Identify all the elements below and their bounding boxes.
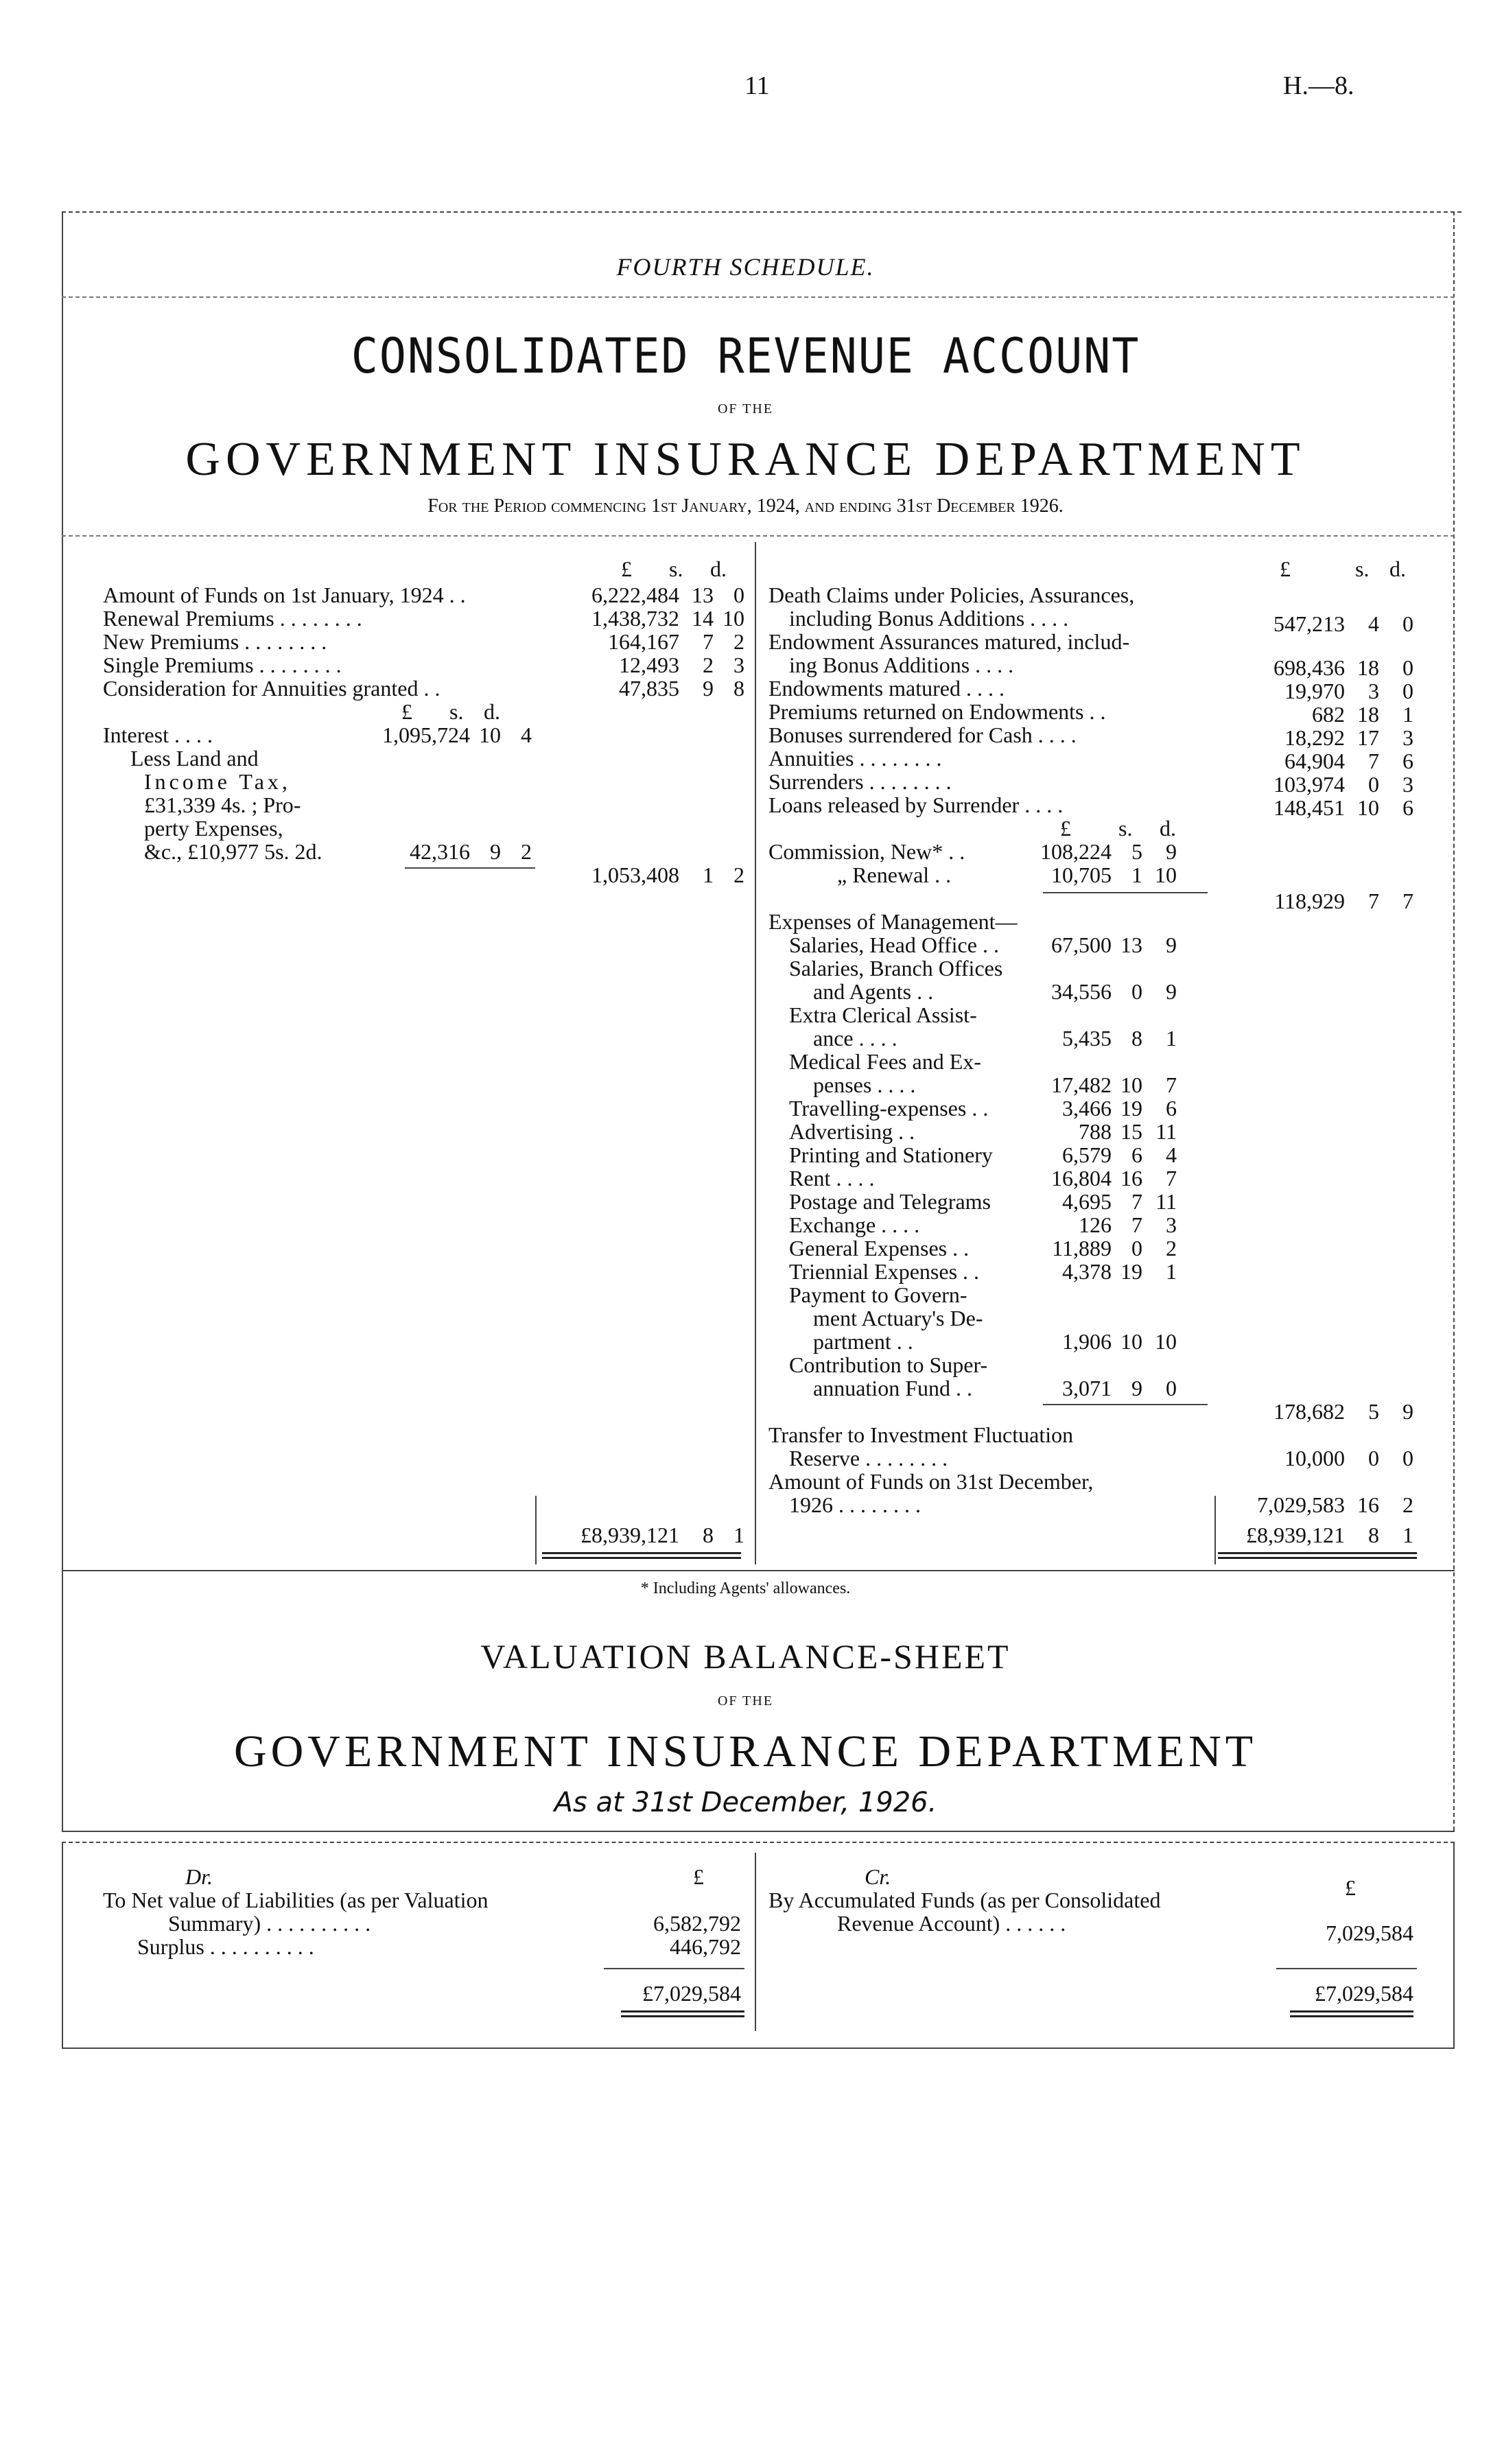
management-item-pounds: 3,071 — [1062, 1376, 1112, 1400]
balance-department: GOVERNMENT INSURANCE DEPARTMENT — [233, 1726, 1258, 1776]
left-row-label: Single Premiums . . . . . . . . — [103, 653, 342, 677]
management-item-label: Exchange . . . . — [789, 1212, 920, 1237]
management-item-pence: 11 — [1155, 1189, 1177, 1214]
left-row-pence: 2 — [733, 629, 744, 654]
management-item-shillings: 9 — [1131, 1376, 1142, 1400]
management-item-shillings: 19 — [1120, 1096, 1142, 1120]
management-item-shillings: 7 — [1131, 1212, 1142, 1237]
left-row-pounds: 6,222,484 — [591, 583, 679, 607]
left-row-shillings: 9 — [703, 676, 714, 701]
right-row-label: Annuities . . . . . . . . — [768, 746, 942, 771]
management-item-label: Advertising . . — [789, 1119, 915, 1144]
right-row-shillings: 17 — [1357, 725, 1379, 750]
management-item-label: Salaries, Branch Offices — [789, 956, 1003, 981]
schedule-rule — [62, 296, 1455, 298]
revenue-title: CONSOLIDATED REVENUE ACCOUNT — [351, 328, 1140, 384]
management-item-label: partment . . — [813, 1329, 913, 1354]
management-item-label: Travelling-expenses . . — [789, 1096, 989, 1120]
left-row-pence: 3 — [733, 653, 744, 677]
management-item-pence: 7 — [1166, 1072, 1177, 1097]
balance-cr: Cr. — [865, 1864, 891, 1889]
less-line: Less Land and — [130, 746, 259, 771]
right-row-pence: 3 — [1402, 725, 1413, 750]
right-row-pounds: 64,904 — [1284, 749, 1345, 773]
management-item-pounds: 4,695 — [1062, 1189, 1112, 1214]
management-item-pence: 1 — [1166, 1259, 1177, 1284]
management-item-label: Printing and Stationery — [789, 1142, 993, 1167]
left-row-pounds: 12,493 — [619, 653, 679, 677]
closing-label: 1926 . . . . . . . . — [789, 1492, 921, 1517]
right-row-shillings: 3 — [1368, 679, 1379, 703]
less-line: perty Expenses, — [144, 816, 283, 841]
revenue-bottom-rule — [62, 1570, 1455, 1571]
commission-new-shillings: 5 — [1131, 839, 1142, 864]
right-row-shillings: 18 — [1357, 702, 1379, 727]
commission-total-pounds: 118,929 — [1274, 889, 1345, 913]
management-item-label: and Agents . . — [813, 979, 934, 1004]
balance-left-total: £7,029,584 — [642, 1981, 741, 2006]
left-row-pounds: 164,167 — [608, 629, 679, 654]
less-pence: 2 — [521, 839, 532, 864]
right-total-pounds: £8,939,121 — [1246, 1523, 1345, 1547]
closing-label: Amount of Funds on 31st December, — [768, 1469, 1094, 1494]
revenue-of-the: OF THE — [717, 401, 774, 416]
left-head-pound: £ — [621, 556, 632, 581]
management-item-label: annuation Fund . . — [813, 1376, 972, 1400]
right-head-pence: d. — [1389, 556, 1406, 581]
balance-right-total: £7,029,584 — [1315, 1981, 1413, 2006]
right-row-label: Premiums returned on Endowments . . — [768, 699, 1106, 724]
management-heading: Expenses of Management— — [768, 909, 1018, 934]
management-item-pounds: 126 — [1079, 1212, 1112, 1237]
commission-renewal-label: „ Renewal . . — [837, 863, 952, 887]
management-item-pence: 9 — [1166, 979, 1177, 1004]
management-item-shillings: 8 — [1131, 1026, 1142, 1051]
closing-shillings: 16 — [1357, 1492, 1379, 1517]
management-item-label: General Expenses . . — [789, 1236, 970, 1260]
right-row-pounds: 547,213 — [1273, 611, 1345, 636]
right-row-shillings: 0 — [1368, 772, 1379, 797]
commission-renewal-pounds: 10,705 — [1051, 863, 1112, 887]
right-row-pounds: 103,974 — [1273, 772, 1345, 797]
interest-pounds: 1,095,724 — [382, 723, 470, 747]
right-total-pence: 1 — [1402, 1523, 1413, 1547]
right-row-pence: 0 — [1402, 611, 1413, 636]
left-total-pence: 1 — [733, 1523, 744, 1547]
management-item-pence: 10 — [1155, 1329, 1177, 1354]
management-item-shillings: 15 — [1120, 1119, 1142, 1144]
commission-head-shillings: s. — [1118, 816, 1133, 841]
balance-left-line: To Net value of Liabilities (as per Valuation — [103, 1888, 489, 1912]
schedule-heading: FOURTH SCHEDULE. — [616, 253, 875, 281]
management-item-shillings: 7 — [1131, 1189, 1142, 1214]
left-row-label: Consideration for Annuities granted . . — [103, 676, 441, 701]
frame-top — [62, 211, 1461, 213]
right-row-label: ing Bonus Additions . . . . — [789, 653, 1014, 677]
commission-renewal-pence: 10 — [1155, 863, 1177, 887]
balance-frame-bottom — [62, 2048, 1455, 2049]
commission-head-pound: £ — [1060, 816, 1071, 841]
right-row-pounds: 698,436 — [1273, 655, 1345, 680]
balance-right-line: By Accumulated Funds (as per Consolidated — [768, 1888, 1161, 1912]
left-head-pence: d. — [710, 556, 727, 581]
management-item-shillings: 6 — [1131, 1142, 1142, 1167]
management-item-label: Triennial Expenses . . — [789, 1259, 980, 1284]
management-item-pence: 6 — [1166, 1096, 1177, 1120]
balance-frame-left — [62, 1842, 63, 2048]
management-item-label: Contribution to Super- — [789, 1352, 988, 1377]
footnote: * Including Agents' allowances. — [640, 1580, 851, 1597]
interest-label: Interest . . . . — [103, 723, 213, 747]
right-row-shillings: 10 — [1357, 795, 1379, 820]
management-item-pounds: 34,556 — [1051, 979, 1112, 1004]
commission-total-shillings: 7 — [1368, 889, 1379, 913]
left-total-pounds: £8,939,121 — [580, 1523, 679, 1547]
transfer-pounds: 10,000 — [1284, 1446, 1345, 1470]
interest-shillings: 10 — [479, 723, 501, 747]
left-row-shillings: 2 — [703, 653, 714, 677]
management-item-pence: 2 — [1166, 1236, 1177, 1260]
right-row-pence: 6 — [1402, 749, 1413, 773]
less-line: &c., £10,977 5s. 2d. — [144, 839, 322, 864]
management-item-pence: 7 — [1166, 1166, 1177, 1190]
balance-dr: Dr. — [185, 1864, 213, 1889]
right-row-pounds: 148,451 — [1273, 795, 1345, 820]
right-row-shillings: 4 — [1368, 611, 1379, 636]
management-item-shillings: 0 — [1131, 979, 1142, 1004]
right-row-label: Loans released by Surrender . . . . — [768, 793, 1064, 817]
management-total-pounds: 178,682 — [1273, 1399, 1345, 1424]
management-item-label: ance . . . . — [813, 1026, 897, 1051]
balance-title: VALUATION BALANCE-SHEET — [480, 1637, 1011, 1676]
management-total-shillings: 5 — [1368, 1399, 1379, 1424]
right-row-pence: 0 — [1402, 679, 1413, 703]
right-row-label: Bonuses surrendered for Cash . . . . — [768, 723, 1077, 747]
balance-as-at: As at 31st December, 1926. — [554, 1787, 937, 1818]
management-item-shillings: 0 — [1131, 1236, 1142, 1260]
management-item-pence: 11 — [1155, 1119, 1177, 1144]
management-item-shillings: 16 — [1120, 1166, 1142, 1190]
left-row-pence: 0 — [733, 583, 744, 607]
management-item-label: ment Actuary's De- — [813, 1306, 983, 1330]
management-item-label: Rent . . . . — [789, 1166, 875, 1190]
left-row-shillings: 14 — [692, 606, 714, 631]
left-row-label: Renewal Premiums . . . . . . . . — [103, 606, 362, 631]
left-row-label: Amount of Funds on 1st January, 1924 . . — [103, 583, 466, 607]
right-row-pence: 0 — [1402, 655, 1413, 680]
less-shillings: 9 — [490, 839, 501, 864]
commission-new-pounds: 108,224 — [1040, 839, 1112, 864]
interest-head-pound: £ — [401, 699, 412, 724]
interest-head-pence: d. — [484, 699, 500, 724]
balance-center-divider — [755, 1853, 756, 2031]
management-item-pence: 9 — [1166, 932, 1177, 957]
balance-left-pound: £ — [693, 1864, 704, 1889]
revenue-period: For the Period commencing 1st January, 1924, and ending 31st December 1926. — [427, 495, 1064, 517]
right-row-label: Endowments matured . . . . — [768, 676, 1005, 701]
right-head-pound: £ — [1280, 556, 1291, 581]
balance-of-the: OF THE — [717, 1693, 774, 1709]
right-row-shillings: 18 — [1357, 655, 1379, 680]
management-item-pence: 4 — [1166, 1142, 1177, 1167]
management-item-pounds: 6,579 — [1062, 1142, 1112, 1167]
balance-left-amount: 446,792 — [670, 1934, 741, 1959]
management-item-pounds: 67,500 — [1051, 932, 1112, 957]
interest-net-pence: 2 — [733, 863, 744, 887]
balance-right-pound: £ — [1345, 1875, 1356, 1900]
management-item-label: Payment to Govern- — [789, 1282, 967, 1307]
closing-pence: 2 — [1402, 1492, 1413, 1517]
left-row-pounds: 1,438,732 — [591, 606, 679, 631]
interest-net-pounds: 1,053,408 — [591, 863, 679, 887]
left-row-label: New Premiums . . . . . . . . — [103, 629, 327, 654]
management-item-label: Postage and Telegrams — [789, 1189, 991, 1214]
left-row-pounds: 47,835 — [619, 676, 679, 701]
left-head-shillings: s. — [669, 556, 683, 581]
left-total-shillings: 8 — [703, 1523, 714, 1547]
less-line: £31,339 4s. ; Pro- — [144, 793, 301, 817]
right-total-shillings: 8 — [1368, 1523, 1379, 1547]
right-row-pence: 1 — [1402, 702, 1413, 727]
management-item-label: penses . . . . — [813, 1072, 916, 1097]
commission-renewal-shillings: 1 — [1131, 863, 1142, 887]
commission-rule — [1043, 892, 1208, 893]
page-number: 11 — [744, 71, 770, 100]
management-item-pounds: 16,804 — [1051, 1166, 1112, 1190]
management-item-label: Extra Clerical Assist- — [789, 1002, 977, 1027]
management-item-pence: 1 — [1166, 1026, 1177, 1051]
document-code: H.—8. — [1283, 71, 1354, 100]
balance-right-amount: 7,029,584 — [1326, 1921, 1413, 1945]
balance-frame-top — [62, 1842, 1455, 1843]
less-pounds: 42,316 — [410, 839, 470, 864]
less-rule — [405, 867, 535, 869]
right-row-pence: 3 — [1402, 772, 1413, 797]
right-row-pounds: 682 — [1312, 702, 1345, 727]
balance-right-rule — [1276, 1968, 1417, 1969]
revenue-center-divider — [755, 542, 756, 1564]
left-row-shillings: 13 — [692, 583, 714, 607]
management-item-label: Medical Fees and Ex- — [789, 1049, 981, 1074]
management-item-pounds: 4,378 — [1062, 1259, 1112, 1284]
commission-total-pence: 7 — [1402, 889, 1413, 913]
management-item-shillings: 19 — [1120, 1259, 1142, 1284]
management-item-pence: 3 — [1166, 1212, 1177, 1237]
management-rule — [1043, 1404, 1208, 1405]
right-row-pence: 6 — [1402, 795, 1413, 820]
less-line: Income Tax, — [144, 769, 291, 794]
right-row-pounds: 18,292 — [1284, 725, 1345, 750]
left-total-double-rule — [542, 1552, 741, 1559]
period-rule — [62, 535, 1455, 537]
left-row-pence: 10 — [723, 606, 744, 631]
balance-right-double-rule — [1290, 2010, 1413, 2017]
balance-left-line: Summary) . . . . . . . . . . — [168, 1911, 371, 1936]
right-row-label: Death Claims under Policies, Assurances, — [768, 583, 1135, 607]
commission-head-pence: d. — [1160, 816, 1176, 841]
right-row-label: including Bonus Additions . . . . — [789, 606, 1069, 631]
management-item-pounds: 5,435 — [1062, 1026, 1112, 1051]
right-total-double-rule — [1218, 1552, 1417, 1559]
balance-left-amount: 6,582,792 — [653, 1911, 741, 1936]
revenue-department: GOVERNMENT INSURANCE DEPARTMENT — [185, 433, 1306, 486]
management-item-pence: 0 — [1166, 1376, 1177, 1400]
management-item-pounds: 788 — [1079, 1119, 1112, 1144]
transfer-label: Transfer to Investment Fluctuation — [768, 1422, 1074, 1447]
balance-left-line: Surplus . . . . . . . . . . — [137, 1934, 314, 1959]
management-item-shillings: 10 — [1120, 1072, 1142, 1097]
management-item-pounds: 11,889 — [1052, 1236, 1112, 1260]
left-row-shillings: 7 — [703, 629, 714, 654]
balance-left-rule — [604, 1968, 744, 1969]
right-row-pounds: 19,970 — [1284, 679, 1345, 703]
interest-pence: 4 — [521, 723, 532, 747]
interest-net-shillings: 1 — [703, 863, 714, 887]
management-item-pounds: 17,482 — [1051, 1072, 1112, 1097]
transfer-label: Reserve . . . . . . . . — [789, 1446, 948, 1470]
management-item-pounds: 3,466 — [1062, 1096, 1112, 1120]
frame-bottom — [62, 1831, 1455, 1832]
management-item-shillings: 10 — [1120, 1329, 1142, 1354]
transfer-shillings: 0 — [1368, 1446, 1379, 1470]
management-item-label: Salaries, Head Office . . — [789, 932, 999, 957]
commission-new-label: Commission, New* . . — [768, 839, 965, 864]
balance-frame-right — [1453, 1842, 1455, 2048]
right-row-label: Endowment Assurances matured, includ- — [768, 629, 1130, 654]
interest-head-shillings: s. — [449, 699, 464, 724]
commission-new-pence: 9 — [1166, 839, 1177, 864]
management-total-pence: 9 — [1402, 1399, 1413, 1424]
closing-pounds: 7,029,583 — [1257, 1492, 1345, 1517]
right-row-shillings: 7 — [1368, 749, 1379, 773]
transfer-pence: 0 — [1402, 1446, 1413, 1470]
right-row-label: Surrenders . . . . . . . . — [768, 769, 952, 794]
right-head-shillings: s. — [1355, 556, 1370, 581]
balance-right-line: Revenue Account) . . . . . . — [837, 1911, 1066, 1936]
management-item-shillings: 13 — [1120, 932, 1142, 957]
left-row-pence: 8 — [733, 676, 744, 701]
balance-left-double-rule — [621, 2010, 744, 2017]
management-item-pounds: 1,906 — [1062, 1329, 1112, 1354]
